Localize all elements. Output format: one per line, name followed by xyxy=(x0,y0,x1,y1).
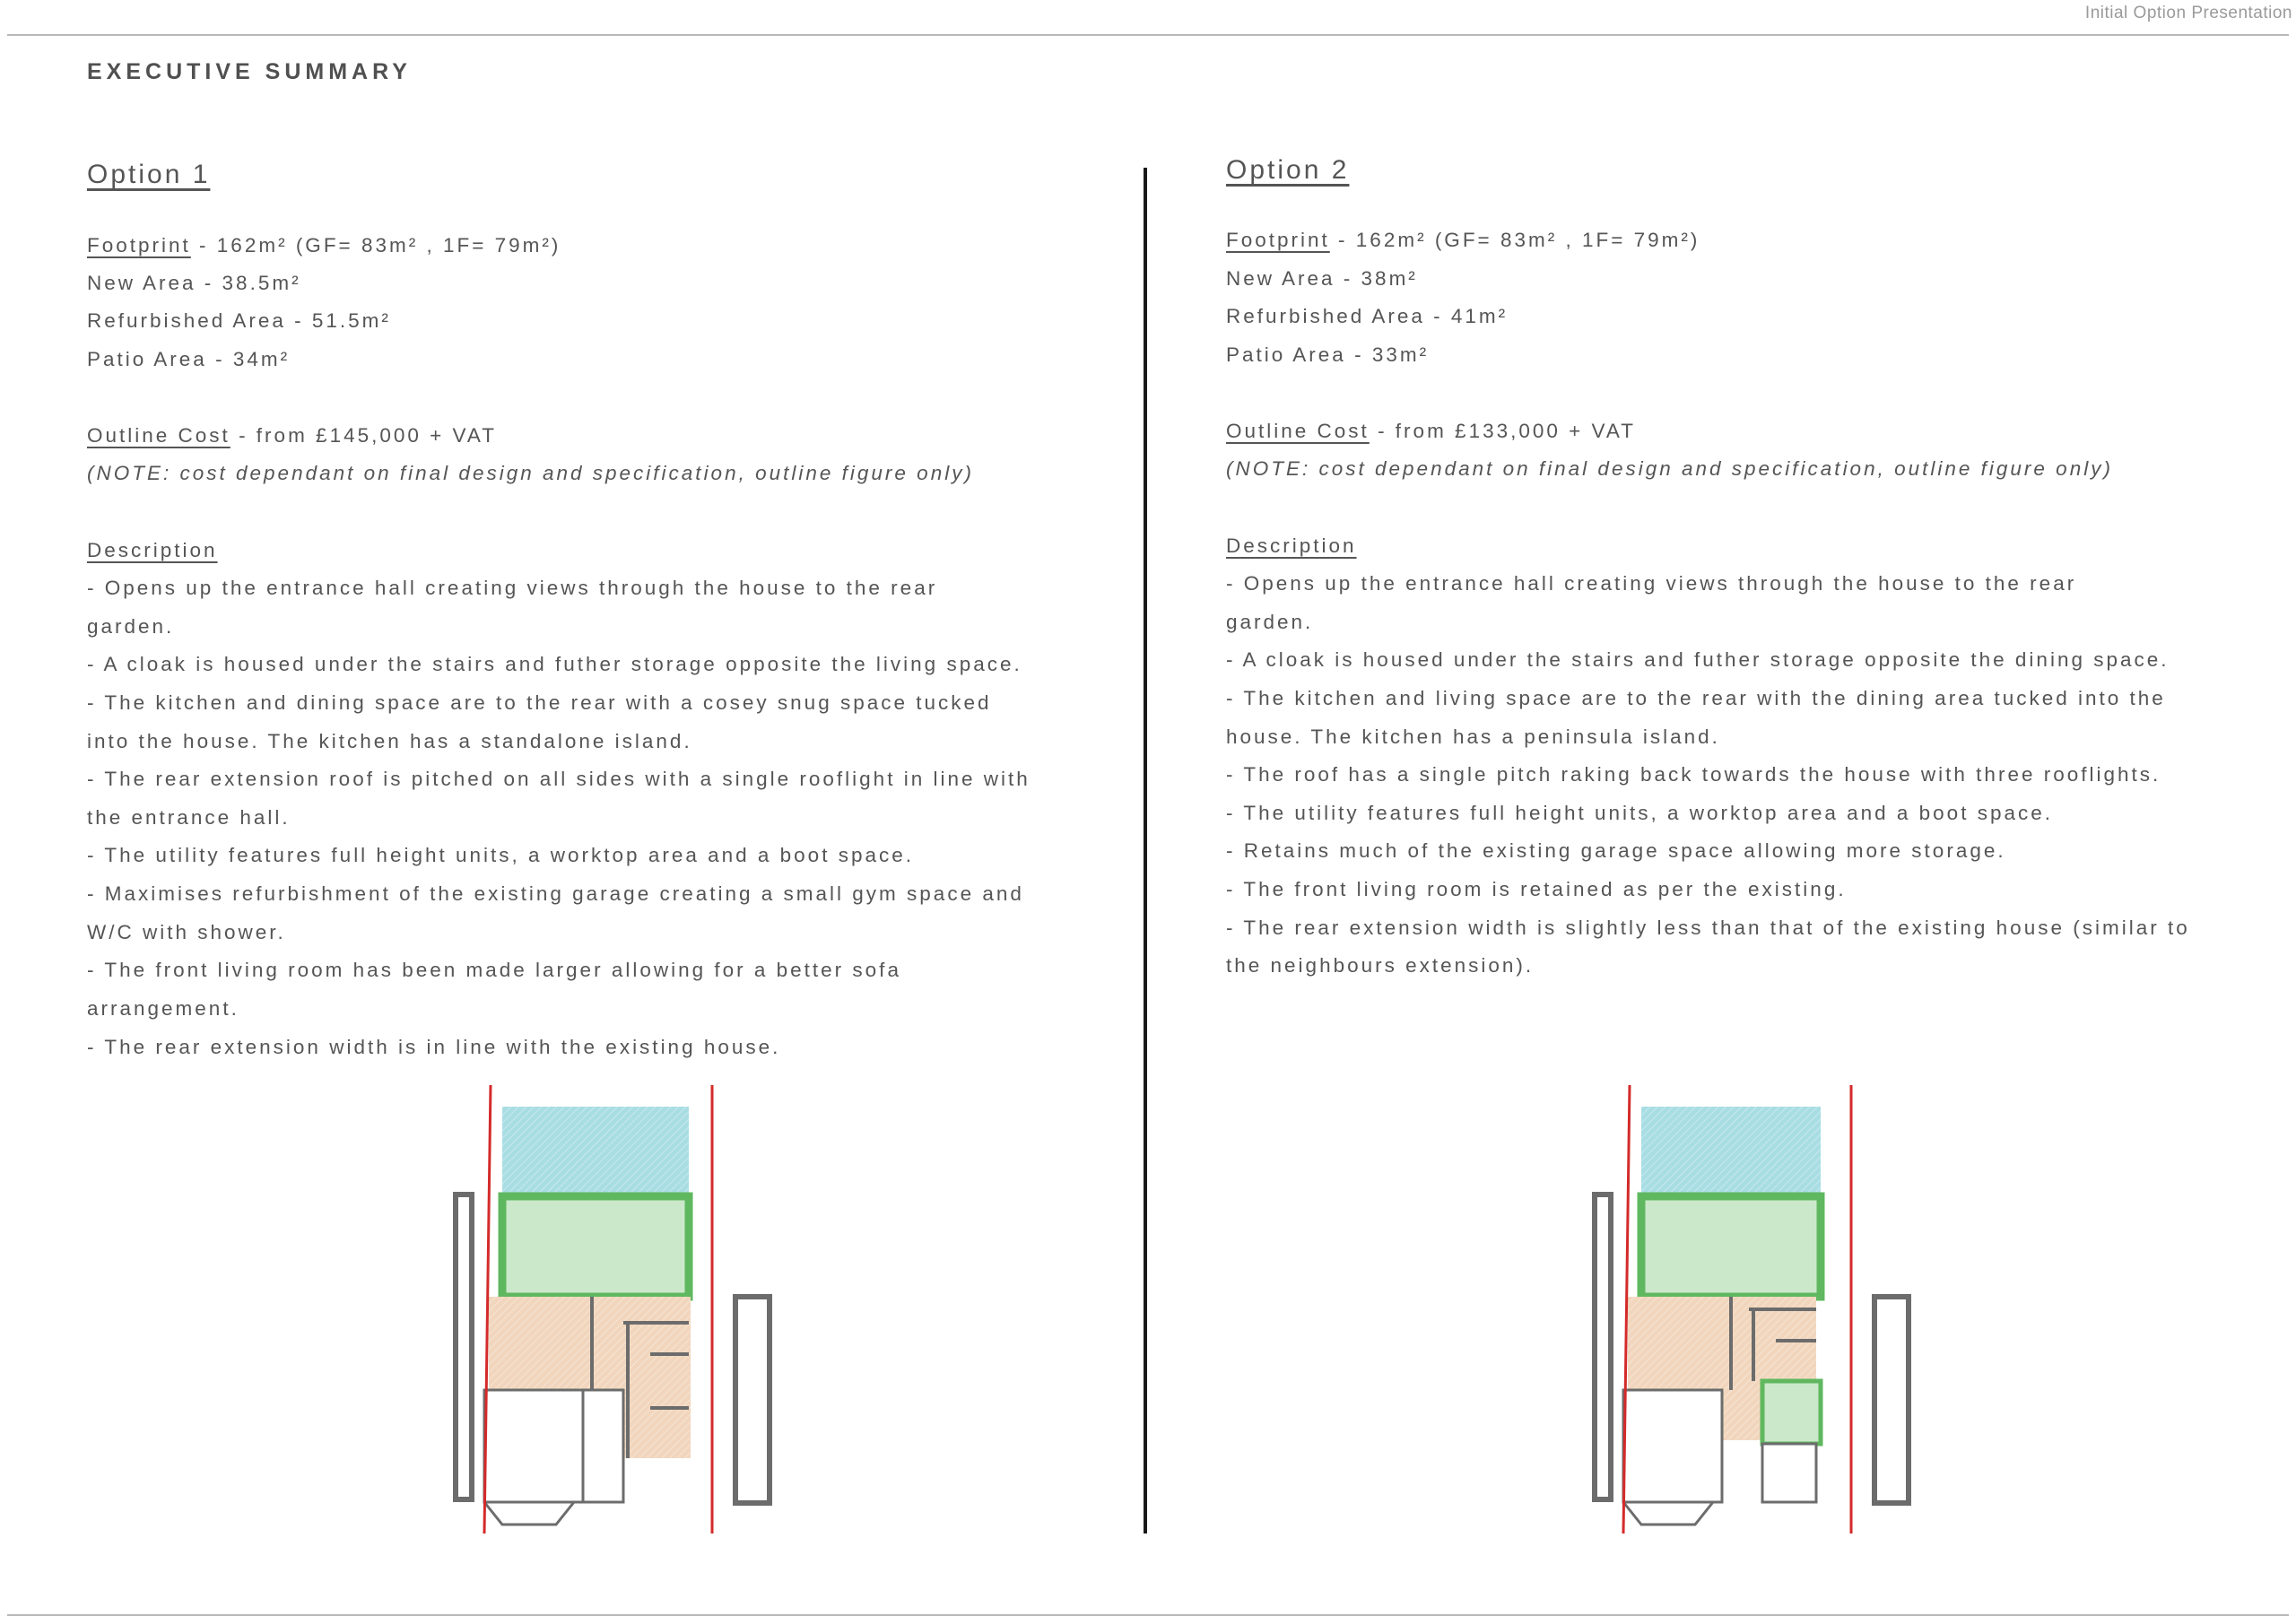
footprint-value: - 162m² (GF= 83m² , 1F= 79m²) xyxy=(1329,229,1700,251)
option-1-cost xyxy=(87,424,497,447)
option-1-description-line: - The front living room has been made larger allowing for a better sofa xyxy=(87,959,901,981)
bay-window xyxy=(1623,1502,1713,1525)
presentation-label: Initial Option Presentation xyxy=(2084,4,2292,22)
option-2-description-line: the neighbours extension). xyxy=(1226,954,1535,977)
option-1-note: (NOTE: cost dependant on final design and specification, outline figure only) xyxy=(87,462,974,484)
option-2-title: Option 2 xyxy=(1226,155,1350,185)
option-1-description-line: W/C with shower. xyxy=(87,921,286,943)
column-divider xyxy=(1144,168,1147,1533)
option-1-footprint xyxy=(87,234,561,257)
bay-window xyxy=(484,1502,574,1525)
option-2-description-line: garden. xyxy=(1226,611,1314,633)
option-2-note: (NOTE: cost dependant on final design and specification, outline figure only) xyxy=(1226,457,2113,480)
option-2-description-line: - The rear extension width is slightly less than that of the existing house (similar to xyxy=(1226,917,2190,939)
option-2-cost xyxy=(1226,420,1636,443)
garage xyxy=(583,1390,623,1502)
option-2-description-line: - A cloak is housed under the stairs and futher storage opposite the dining space. xyxy=(1226,648,2170,671)
option-1-patio-area: Patio Area - 34m² xyxy=(87,348,291,370)
option-1-description-line: - The utility features full height units, a worktop area and a boot space. xyxy=(87,844,914,866)
utility-green xyxy=(1762,1381,1821,1444)
option-2-floor-plan xyxy=(1587,1085,1928,1533)
option-1-description-line: - The rear extension width is in line with the existing house. xyxy=(87,1036,781,1058)
option-1-new-area: New Area - 38.5m² xyxy=(87,272,301,294)
option-1-description-line: arrangement. xyxy=(87,997,239,1020)
patio-hatch xyxy=(502,1107,689,1196)
option-2-description-line: - The kitchen and living space are to the rear with the dining area tucked into the xyxy=(1226,687,2166,709)
footprint-value: - 162m² (GF= 83m² , 1F= 79m²) xyxy=(190,234,561,256)
option-2-new-area: New Area - 38m² xyxy=(1226,267,1418,290)
cost-label: Outline Cost xyxy=(1226,420,1370,442)
option-1-title: Option 1 xyxy=(87,160,211,189)
neighbour-right xyxy=(1874,1297,1909,1503)
top-rule xyxy=(7,34,2289,36)
neighbour-left xyxy=(456,1195,472,1499)
option-2-description-line: - Retains much of the existing garage space allowing more storage. xyxy=(1226,839,2006,862)
option-1-description-line: - The kitchen and dining space are to the rear with a cosey snug space tucked xyxy=(87,691,992,714)
option-2-description-label: Description xyxy=(1226,534,1357,557)
front-room xyxy=(484,1390,583,1502)
option-1-description-line: into the house. The kitchen has a standalone island. xyxy=(87,730,692,752)
option-2-footprint xyxy=(1226,229,1700,252)
option-2-patio-area: Patio Area - 33m² xyxy=(1226,343,1430,366)
option-1-description-line: garden. xyxy=(87,615,175,638)
option-2-description-line: house. The kitchen has a peninsula island. xyxy=(1226,725,1720,748)
option-1-description-line: - The rear extension roof is pitched on all sides with a single rooflight in line with xyxy=(87,768,1031,790)
option-2-refurbished-area: Refurbished Area - 41m² xyxy=(1226,305,1509,327)
option-1-description-line: the entrance hall. xyxy=(87,806,291,829)
option-1-description-line: - Opens up the entrance hall creating views through the house to the rear xyxy=(87,577,938,599)
option-1-floor-plan xyxy=(448,1085,789,1533)
option-2-description-line: - The utility features full height units, a worktop area and a boot space. xyxy=(1226,802,2053,824)
neighbour-left xyxy=(1595,1195,1611,1499)
new-extension xyxy=(1641,1196,1821,1297)
option-1-description-line: - Maximises refurbishment of the existing garage creating a small gym space and xyxy=(87,882,1024,905)
new-extension xyxy=(502,1196,689,1297)
option-1-description-line: - A cloak is housed under the stairs and futher storage opposite the living space. xyxy=(87,653,1022,675)
option-2-description-line: - The front living room is retained as per the existing. xyxy=(1226,878,1847,900)
option-2-description-line: - Opens up the entrance hall creating views through the house to the rear xyxy=(1226,572,2077,595)
cost-label: Outline Cost xyxy=(87,424,230,447)
footprint-label: Footprint xyxy=(1226,229,1330,251)
option-1-description-label: Description xyxy=(87,539,218,561)
cost-value: - from £145,000 + VAT xyxy=(230,424,497,447)
option-2-description-line: - The roof has a single pitch raking back towards the house with three rooflights. xyxy=(1226,763,2161,786)
footprint-label: Footprint xyxy=(87,234,191,256)
garage xyxy=(1762,1444,1816,1502)
patio-hatch xyxy=(1641,1107,1821,1196)
option-1-refurbished-area: Refurbished Area - 51.5m² xyxy=(87,309,391,332)
cost-value: - from £133,000 + VAT xyxy=(1369,420,1636,442)
section-title: EXECUTIVE SUMMARY xyxy=(87,59,412,84)
front-room xyxy=(1623,1390,1722,1502)
neighbour-right xyxy=(735,1297,770,1503)
